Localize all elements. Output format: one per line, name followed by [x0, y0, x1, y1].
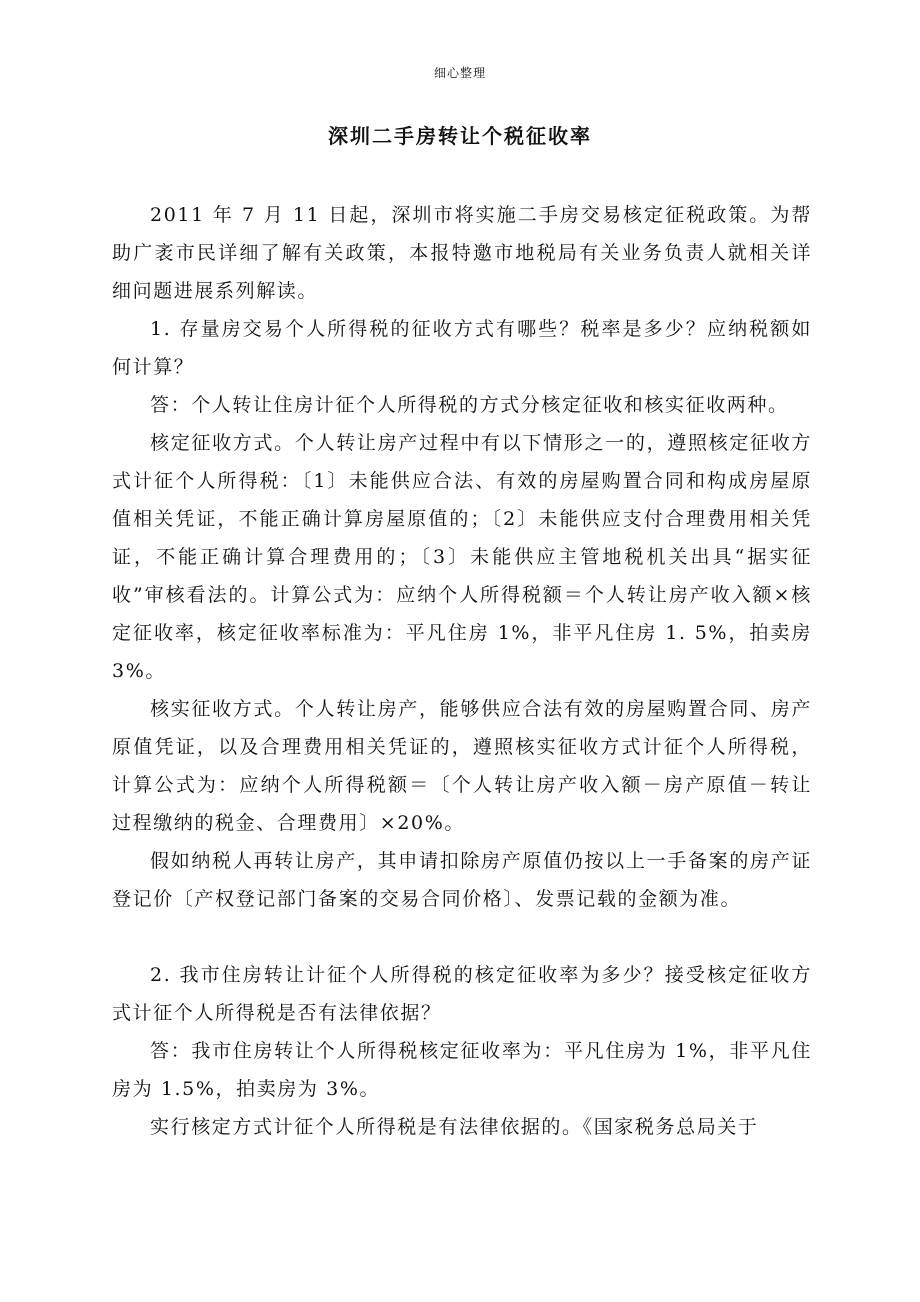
paragraph-assessed-method: 核定征收方式。个人转让房产过程中有以下情形之一的，遵照核定征收方式计征个人所得税：〔1〕未能供应合法、有效的房屋购置合同和构成房屋原值相关凭证，不能正确计算房屋原值的；〔2〕未能供应支付合理费用相关凭证，不能正确计算合理费用的；〔3〕未能供应主管地税机关出具“据实征收”审核看法的。计算公式为：应纳个人所得税额＝个人转让房产收入额×核定征收率，核定征收率标准为：平凡住房 1%，非平凡住房 1. 5%，拍卖房 3%。 [112, 432, 812, 682]
document-body [112, 196, 812, 1146]
paragraph-resale: 假如纳税人再转让房产，其申请扣除房产原值仍按以上一手备案的房产证登记价〔产权登记部门备案的交易合同价格〕、发票记载的金额为准。 [112, 850, 812, 910]
paragraph-question-2: 2. 我市住房转让计征个人所得税的核定征收率为多少？接受核定征收方式计征个人所得税是否有法律依据？ [112, 964, 812, 1024]
paragraph-answer-2: 答：我市住房转让个人所得税核定征收率为：平凡住房为 1%，非平凡住房为 1.5%，拍卖房为 3%。 [112, 1040, 812, 1100]
paragraph-answer-1: 答：个人转让住房计征个人所得税的方式分核定征收和核实征收两种。 [150, 394, 789, 416]
paragraph-legal-basis: 实行核定方式计征个人所得税是有法律依据的。《国家税务总局关于 [150, 1116, 759, 1138]
page-header: 细心整理 [433, 66, 486, 80]
document-title: 深圳二手房转让个税征收率 [328, 124, 592, 148]
paragraph-verified-method: 核实征收方式。个人转让房产，能够供应合法有效的房屋购置合同、房产原值凭证，以及合理费用相关凭证的，遵照核实征收方式计征个人所得税，计算公式为：应纳个人所得税额＝〔个人转让房产收入额－房产原值－转让过程缴纳的税金、合理费用〕×20%。 [112, 698, 812, 834]
paragraph-question-1: 1. 存量房交易个人所得税的征收方式有哪些？税率是多少？应纳税额如何计算？ [112, 318, 812, 378]
paragraph-intro: 2011 年 7 月 11 日起，深圳市将实施二手房交易核定征税政策。为帮助广袤市民详细了解有关政策，本报特邀市地税局有关业务负责人就相关详细问题进展系列解读。 [112, 204, 812, 302]
